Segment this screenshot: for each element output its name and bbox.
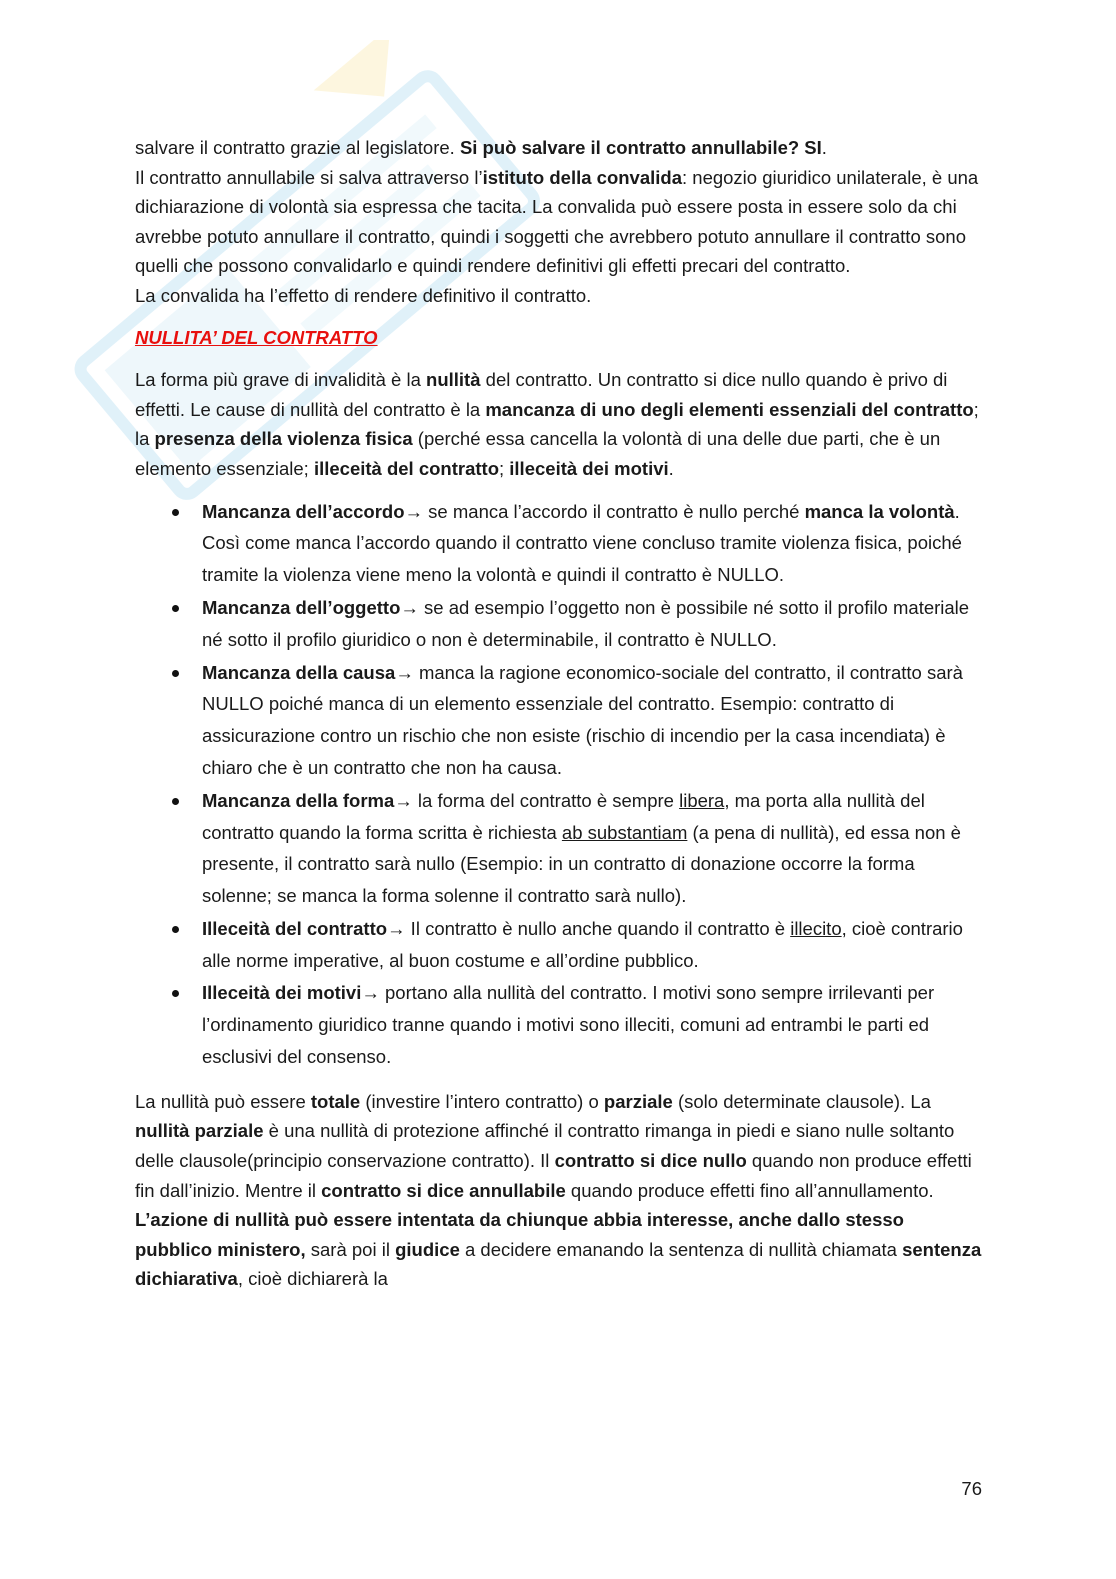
arrow-icon: → (361, 982, 380, 1004)
section-heading: NULLITA’ DEL CONTRATTO (135, 326, 378, 348)
bullet-icon (172, 990, 179, 997)
arrow-icon: → (394, 789, 413, 811)
intro-paragraph: salvare il contratto grazie al legislatore. Si può salvare il contratto annullabile? SI. Il contratto annullabile si salva attraverso l’istituto della convalida: negozio giuridico unilaterale, è una dichiarazione di volontà sia espressa che tacita. La convalida può essere posta in essere solo da chi avrebbe potuto annullare il contratto, quindi i soggetti che avrebbero potuto annullare il contratto sono quelli che possono convalidarlo e quindi rendere definitivi gli effetti precari del contratto. La convalida ha l’effetto di rendere definitivo il contratto. (135, 137, 979, 306)
arrow-icon: → (404, 500, 424, 522)
bullet-icon (172, 605, 179, 612)
bullet-icon (172, 670, 179, 677)
document-page (135, 133, 985, 1294)
list-item: Illeceità del contratto→ Il contratto è nullo anche quando il contratto è illecito, cioè contrario alle norme imperative, al buon costume e all’ordine pubblico. (135, 913, 985, 977)
list-item: Mancanza della causa→ manca la ragione economico-sociale del contratto, il contratto sarà NULLO poiché manca di un elemento essenziale del contratto. Esempio: contratto di assicurazione contro un rischio che non esiste (rischio di incendio per la casa incendiata) è chiaro che è un contratto che non ha causa. (135, 657, 985, 784)
arrow-icon: → (387, 917, 406, 939)
arrow-icon: → (400, 596, 419, 618)
list-item: Illeceità dei motivi→ portano alla nullità del contratto. I motivi sono sempre irrilevanti per l’ordinamento giuridico tranne quando i motivi sono illeciti, comuni ad entrambi le parti ed esclusivi del consenso. (135, 977, 985, 1072)
bullet-icon (172, 798, 179, 805)
causes-list (135, 496, 985, 1073)
bullet-icon (172, 926, 179, 933)
page-number: 76 (961, 1478, 982, 1499)
arrow-icon: → (395, 661, 414, 683)
bullet-icon (172, 509, 179, 516)
list-item: Mancanza dell’accordo→ se manca l’accordo il contratto è nullo perché manca la volontà. Così come manca l’accordo quando il contratto viene concluso tramite violenza fisica, poiché tramite la violenza viene meno la volontà e quindi il contratto è NULLO. (135, 496, 985, 591)
nullity-paragraph: La forma più grave di invalidità è la nullità del contratto. Un contratto si dice nullo quando è privo di effetti. Le cause di nullità del contratto è la mancanza di uno degli elementi essenziali del contratto; la presenza della violenza fisica (perché essa cancella la volontà di una delle due parti, che è un elemento essenziale; illeceità del contratto; illeceità dei motivi. (135, 369, 979, 479)
list-item: Mancanza della forma→ la forma del contratto è sempre libera, ma porta alla nullità del contratto quando la forma scritta è richiesta ab substantiam (a pena di nullità), ed essa non è presente, il contratto sarà nullo (Esempio: in un contratto di donazione occorre la forma solenne; se manca la forma solenne il contratto sarà nullo). (135, 785, 985, 912)
nullity-types-paragraph: La nullità può essere totale (investire l’intero contratto) o parziale (solo determinate clausole). La nullità parziale è una nullità di protezione affinché il contratto rimanga in piedi e siano nulle soltanto delle clausole(principio conservazione contratto). Il contratto si dice nullo quando non produce effetti fin dall’inizio. Mentre il contratto si dice annullabile quando produce effetti fino all’annullamento. L’azione di nullità può essere intentata da chiunque abbia interesse, anche dallo stesso pubblico ministero, sarà poi il giudice a decidere emanando la sentenza di nullità chiamata sentenza dichiarativa, cioè dichiarerà la (135, 1090, 982, 1290)
list-item: Mancanza dell’oggetto→ se ad esempio l’oggetto non è possibile né sotto il profilo materiale né sotto il profilo giuridico o non è determinabile, il contratto è NULLO. (135, 592, 985, 656)
